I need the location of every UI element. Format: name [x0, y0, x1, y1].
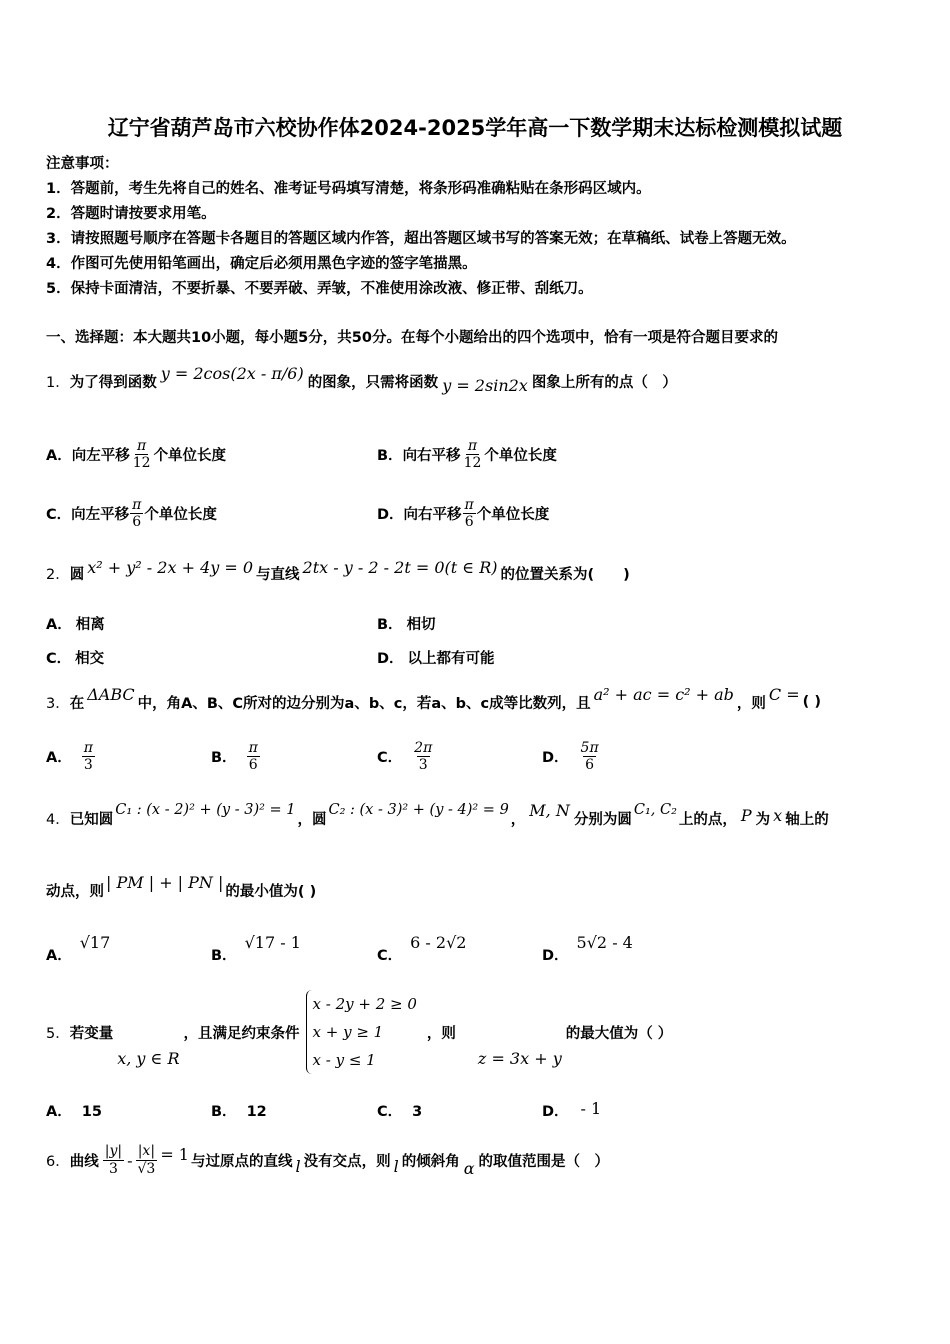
- option-label: A．: [46, 750, 72, 767]
- question-number: 1．: [46, 374, 70, 391]
- question-text: 为: [755, 811, 771, 828]
- option-text: 15: [81, 1104, 102, 1120]
- question-text: 为了得到函数: [69, 374, 157, 391]
- question-number: 6．: [46, 1153, 70, 1170]
- option-a[interactable]: [46, 740, 96, 773]
- question-text: 的位置关系为( ): [500, 566, 630, 583]
- question-6: [46, 1134, 609, 1186]
- option-label: C．: [46, 507, 72, 524]
- constraint: x - y ≤ 1: [312, 1051, 376, 1069]
- question-text: ，: [510, 811, 526, 828]
- formula: = 1: [160, 1144, 189, 1164]
- option-b[interactable]: [377, 613, 436, 634]
- formula: C₂ : (x - 3)² + (y - 4)² = 9: [328, 802, 509, 818]
- option-text: 个单位长度: [484, 448, 557, 465]
- option-text: 个单位长度: [144, 507, 217, 524]
- fraction: [463, 497, 476, 530]
- formula: | PM | + | PN |: [106, 872, 224, 892]
- constraint: x + y ≥ 1: [312, 1023, 384, 1041]
- notice-item-5: 5．保持卡面清洁，不要折暴、不要弄破、弄皱，不准使用涂改液、修正带、刮纸刀。: [46, 281, 593, 297]
- question-text: 的最大值为（ ）: [565, 1025, 673, 1042]
- option-d[interactable]: [542, 740, 602, 773]
- question-text: 曲线: [69, 1153, 99, 1170]
- denominator: 12: [463, 455, 482, 472]
- question-text: ，圆: [297, 811, 327, 828]
- option-formula: 6 - 2√2: [410, 933, 467, 952]
- question-text: 圆: [69, 566, 85, 583]
- formula: l: [393, 1156, 399, 1176]
- question-text: 没有交点，则: [303, 1153, 391, 1170]
- question-text: 的图象，只需将函数: [307, 374, 439, 391]
- option-text: 向右平移: [403, 507, 462, 524]
- numerator: π: [83, 740, 93, 756]
- page-title: 辽宁省葫芦岛市六校协作体2024-2025学年高一下数学期末达标检测模拟试题: [107, 116, 843, 140]
- option-a[interactable]: [46, 613, 105, 634]
- option-label: C．: [46, 651, 72, 667]
- numerator: π: [464, 497, 474, 513]
- denominator: 3: [108, 1160, 118, 1177]
- denominator: 6: [132, 514, 142, 531]
- question-text: ，且满足约束条件: [183, 1025, 300, 1042]
- formula: 2tx - y - 2 - 2t = 0(t ∈ R): [302, 557, 498, 577]
- option-d[interactable]: [542, 1100, 601, 1121]
- option-d[interactable]: [377, 647, 495, 668]
- formula: C =: [768, 684, 800, 704]
- question-text: 动点，则: [46, 883, 104, 900]
- denominator: 12: [132, 455, 151, 472]
- question-text: ( ): [802, 694, 821, 710]
- question-text: ，则: [736, 695, 766, 712]
- question-text: 与过原点的直线: [190, 1153, 293, 1170]
- fraction: [135, 1143, 157, 1176]
- option-formula: √17 - 1: [244, 933, 301, 952]
- option-b[interactable]: [211, 1100, 267, 1121]
- formula: x² + y² - 2x + 4y = 0: [87, 557, 254, 577]
- option-formula: √17: [79, 933, 111, 952]
- notice-item-1: 1．答题前，考生先将自己的姓名、准考证号码填写清楚，将条形码准确粘贴在条形码区域内。: [46, 181, 651, 197]
- option-c[interactable]: [377, 933, 467, 964]
- minus-sign: -: [127, 1150, 133, 1170]
- option-c[interactable]: [377, 1100, 422, 1121]
- option-a[interactable]: [46, 933, 111, 964]
- notice-item-4: 4．作图可先使用铅笔画出，确定后必须用黑色字迹的签字笔描黑。: [46, 256, 477, 272]
- numerator: π: [132, 497, 142, 513]
- formula: y = 2cos(2x - π/6): [160, 363, 304, 383]
- fraction: [247, 740, 260, 773]
- question-text: ，则: [426, 1025, 456, 1042]
- option-text: 个单位长度: [153, 448, 227, 465]
- question-1: [46, 362, 677, 400]
- numerator: |x|: [137, 1143, 156, 1160]
- option-text: - 1: [580, 1099, 602, 1118]
- option-text: 3: [412, 1104, 423, 1120]
- option-label: B．: [377, 617, 403, 633]
- fraction: [412, 740, 434, 773]
- formula: C₁ : (x - 2)² + (y - 3)² = 1: [115, 802, 296, 818]
- formula: M, N: [529, 800, 570, 820]
- denominator: 3: [418, 757, 428, 774]
- option-label: A．: [46, 948, 72, 964]
- formula: l: [295, 1156, 301, 1176]
- notice-heading: 注意事项：: [46, 156, 119, 172]
- option-label: B．: [377, 448, 403, 465]
- question-text: 中，角A、B、C所对的边分别为a、b、c，若a、b、c成等比数列，且: [137, 695, 591, 712]
- option-d[interactable]: [377, 497, 549, 530]
- denominator: 6: [585, 757, 595, 774]
- question-text: 的倾斜角: [401, 1153, 460, 1170]
- numerator: π: [137, 438, 147, 454]
- formula: C₁, C₂: [633, 802, 677, 818]
- question-5: [46, 990, 672, 1074]
- fraction: [130, 497, 143, 530]
- formula: α: [463, 1158, 475, 1178]
- question-4-continued: [46, 872, 316, 908]
- question-number: 5．: [46, 1025, 70, 1042]
- numerator: π: [248, 740, 258, 756]
- fraction: [131, 438, 153, 471]
- numerator: 5π: [580, 740, 599, 756]
- option-text: 个单位长度: [476, 507, 550, 524]
- option-b[interactable]: [211, 740, 261, 773]
- notice-item-2: 2．答题时请按要求用笔。: [46, 206, 216, 222]
- denominator: 3: [83, 757, 93, 774]
- formula: ΔABC: [87, 684, 135, 704]
- formula: a² + ac = c² + ab: [593, 684, 734, 704]
- option-text: 以上都有可能: [407, 651, 495, 667]
- option-label: B．: [211, 750, 237, 767]
- option-label: B．: [211, 1104, 237, 1120]
- option-label: A．: [46, 617, 72, 633]
- question-text: 在: [69, 695, 85, 712]
- option-label: D．: [542, 750, 569, 767]
- option-label: C．: [377, 750, 403, 767]
- formula: y = 2sin2x: [442, 375, 528, 395]
- denominator: 6: [248, 757, 258, 774]
- formula: x: [773, 805, 783, 825]
- question-text: 若变量: [69, 1025, 114, 1042]
- option-d[interactable]: [542, 933, 633, 964]
- formula: P: [740, 805, 752, 825]
- option-label: D．: [377, 507, 404, 524]
- option-label: D．: [377, 651, 404, 667]
- option-a[interactable]: [46, 438, 226, 471]
- question-text: 图象上所有的点（ ）: [531, 374, 677, 391]
- option-text: 相离: [75, 617, 105, 633]
- option-text: 相交: [75, 651, 105, 667]
- question-text: 的取值范围是（ ）: [478, 1153, 610, 1170]
- question-number: 4．: [46, 811, 70, 828]
- option-text: 相切: [406, 617, 436, 633]
- option-label: D．: [542, 1104, 569, 1120]
- option-text: 向右平移: [402, 448, 461, 465]
- option-text: 12: [246, 1104, 267, 1120]
- numerator: |y|: [104, 1143, 123, 1160]
- option-text: 向左平移: [71, 507, 130, 524]
- section-heading: 一、选择题：本大题共10小题，每小题5分，共50分。在每个小题给出的四个选项中，恰有一项是符合题目要求的: [46, 330, 778, 346]
- notice-item-3: 3．请按照题号顺序在答题卡各题目的答题区域内作答，超出答题区域书写的答案无效；在草稿纸、试卷上答题无效。: [46, 231, 796, 247]
- option-label: A．: [46, 448, 72, 465]
- denominator: 6: [464, 514, 474, 531]
- constraint-system: [306, 990, 417, 1074]
- question-text: 与直线: [256, 566, 300, 583]
- numerator: π: [467, 438, 478, 454]
- option-b[interactable]: [377, 438, 557, 471]
- numerator: 2π: [414, 740, 433, 756]
- fraction: [462, 438, 484, 471]
- denominator: √3: [137, 1160, 156, 1177]
- option-formula: 5√2 - 4: [576, 933, 633, 952]
- option-text: 向左平移: [71, 448, 130, 465]
- option-label: B．: [211, 948, 237, 964]
- fraction: [103, 1143, 124, 1176]
- question-text: 分别为圆: [573, 811, 632, 828]
- option-c[interactable]: [46, 497, 217, 530]
- option-label: A．: [46, 1104, 72, 1120]
- question-text: 上的点，: [678, 811, 737, 828]
- question-text: 已知圆: [69, 811, 114, 828]
- option-label: D．: [542, 948, 569, 964]
- question-3: [46, 684, 821, 720]
- formula: x, y ∈ R: [117, 1048, 180, 1068]
- option-label: C．: [377, 1104, 403, 1120]
- question-2: [46, 556, 630, 590]
- constraint: x - 2y + 2 ≥ 0: [312, 995, 417, 1013]
- option-c[interactable]: [377, 740, 435, 773]
- question-text: 轴上的: [785, 811, 829, 828]
- option-a[interactable]: [46, 1100, 102, 1121]
- question-number: 3．: [46, 695, 70, 712]
- question-text: 的最小值为( ): [225, 883, 317, 900]
- question-4: [46, 800, 829, 836]
- fraction: [82, 740, 95, 773]
- formula: z = 3x + y: [477, 1048, 562, 1068]
- option-label: C．: [377, 948, 403, 964]
- fraction: [579, 740, 601, 773]
- option-c[interactable]: [46, 647, 104, 668]
- question-number: 2．: [46, 566, 70, 583]
- option-b[interactable]: [211, 933, 301, 964]
